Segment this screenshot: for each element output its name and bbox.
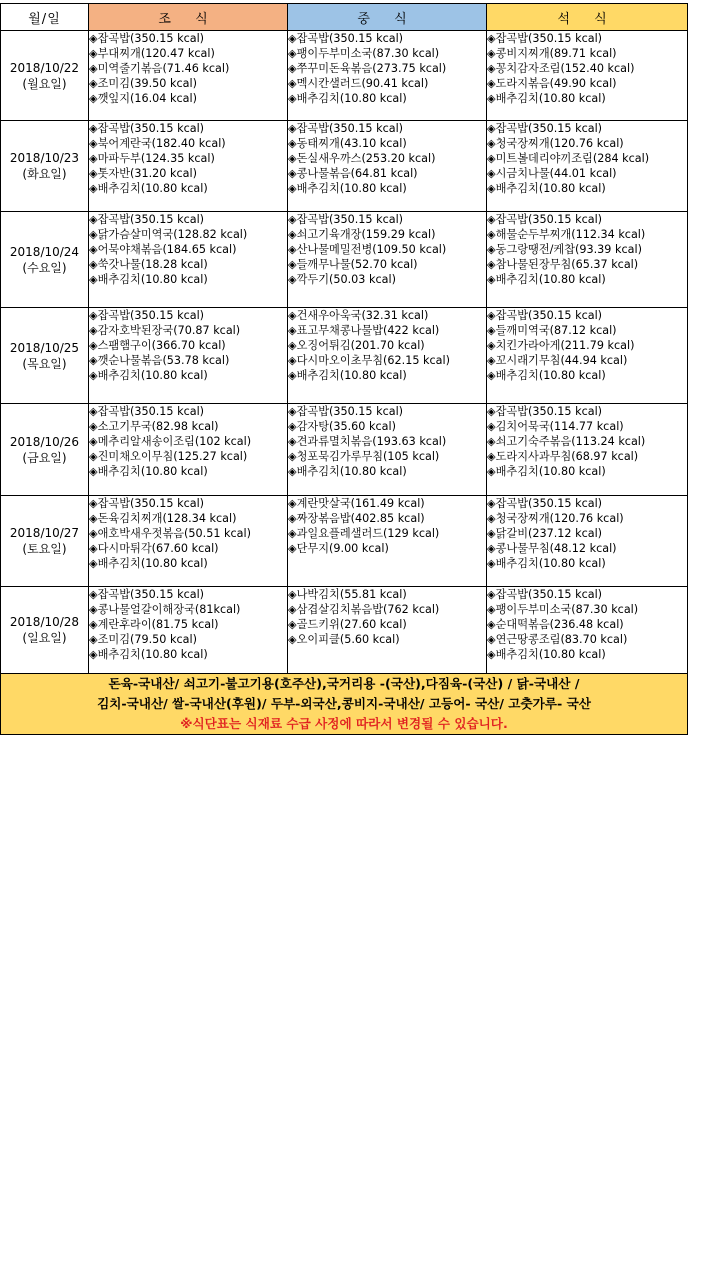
menu-item: ◈북어계란국(182.40 kcal) (89, 137, 226, 150)
menu-item: ◈배추김치(10.80 kcal) (288, 92, 407, 105)
menu-item: ◈표고무채콩나물밥(422 kcal) (288, 324, 440, 337)
lunch-cell (288, 404, 487, 496)
dinner-cell (487, 31, 688, 121)
menu-item: ◈산나물메밀전병(109.50 kcal) (288, 243, 447, 256)
dinner-cell (487, 121, 688, 212)
weekday-text: (목요일) (22, 356, 67, 371)
weekday-text: (토요일) (22, 542, 67, 556)
menu-item: ◈배추김치(10.80 kcal) (288, 369, 407, 382)
menu-item: ◈쇠고기육개장(159.29 kcal) (288, 228, 436, 241)
breakfast-cell (89, 587, 288, 674)
menu-item: ◈들깨무나물(52.70 kcal) (288, 258, 418, 271)
lunch-cell (288, 308, 487, 404)
lunch-cell (288, 496, 487, 587)
origin-note-line: 돈육-국내산/ 쇠고기-불고기용(호주산),국거리용 -(국산),다짐육-(국산) / 닭-국내산 / (108, 676, 580, 691)
dinner-column-header: 석 식 (487, 4, 688, 31)
menu-item: ◈잡곡밥(350.15 kcal) (487, 405, 603, 418)
menu-item: ◈배추김치(10.80 kcal) (487, 465, 606, 478)
menu-item: ◈소고기무국(82.98 kcal) (89, 420, 219, 433)
menu-item: ◈배추김치(10.80 kcal) (487, 182, 606, 195)
breakfast-cell (89, 308, 288, 404)
menu-item: ◈다시마오이초무침(62.15 kcal) (288, 354, 450, 367)
date-text: 2018/10/27 (9, 526, 80, 540)
date-cell (1, 31, 89, 121)
menu-item: ◈잡곡밥(350.15 kcal) (89, 213, 205, 226)
menu-item: ◈치킨가라아게(211.79 kcal) (487, 339, 635, 352)
menu-item: ◈잡곡밥(350.15 kcal) (487, 32, 603, 45)
menu-item: ◈조미김(79.50 kcal) (89, 633, 197, 646)
menu-item: ◈청국장찌개(120.76 kcal) (487, 512, 624, 525)
menu-item: ◈깻순나물볶음(53.78 kcal) (89, 354, 230, 367)
date-text: 2018/10/24 (9, 244, 80, 259)
weekday-text: (화요일) (22, 167, 67, 181)
header-row (1, 4, 688, 31)
weekday-text: (월요일) (22, 76, 67, 91)
menu-item: ◈톳자반(31.20 kcal) (89, 167, 197, 180)
menu-item: ◈들깨미역국(87.12 kcal) (487, 324, 617, 337)
origin-notes (1, 674, 688, 735)
menu-item: ◈도라지볶음(49.90 kcal) (487, 77, 617, 90)
menu-item: ◈깍두기(50.03 kcal) (288, 273, 396, 286)
menu-item: ◈청포묵김가루무침(105 kcal) (288, 450, 440, 463)
menu-item: ◈배추김치(10.80 kcal) (89, 273, 208, 286)
day-row-sun (1, 587, 688, 674)
menu-item: ◈김치어묵국(114.77 kcal) (487, 420, 624, 433)
weekday-text: (일요일) (22, 631, 67, 645)
dinner-cell (487, 587, 688, 674)
menu-item: ◈미역줄기볶음(71.46 kcal) (89, 62, 230, 75)
date-cell (1, 587, 89, 674)
menu-item: ◈배추김치(10.80 kcal) (89, 648, 208, 661)
lunch-column-header: 중 식 (288, 4, 487, 31)
date-text: 2018/10/23 (9, 151, 80, 165)
change-warning: ※식단표는 식재료 수급 사정에 따라서 변경될 수 있습니다. (180, 716, 508, 731)
dinner-cell (487, 308, 688, 404)
menu-item: ◈배추김치(10.80 kcal) (288, 465, 407, 478)
menu-item: ◈배추김치(10.80 kcal) (89, 182, 208, 195)
day-row-fri (1, 404, 688, 496)
menu-body (1, 31, 688, 735)
menu-item: ◈건새우아욱국(32.31 kcal) (288, 309, 429, 322)
menu-item: ◈쑥갓나물(18.28 kcal) (89, 258, 208, 271)
menu-item: ◈배추김치(10.80 kcal) (89, 465, 208, 478)
meal-menu-table (0, 3, 688, 735)
menu-item: ◈돈실새우까스(253.20 kcal) (288, 152, 436, 165)
menu-item: ◈잡곡밥(350.15 kcal) (288, 32, 404, 45)
menu-item: ◈오이피클(5.60 kcal) (288, 633, 400, 646)
day-row-wed (1, 212, 688, 308)
menu-item: ◈다시마튀각(67.60 kcal) (89, 542, 219, 555)
menu-item: ◈골드키위(27.60 kcal) (288, 618, 407, 631)
origin-note-line: 김치-국내산/ 쌀-국내산(후원)/ 두부-외국산,콩비지-국내산/ 고등어- 국산/ 고춧가루- 국산 (97, 696, 591, 711)
day-row-tue (1, 121, 688, 212)
notes-row (1, 674, 688, 735)
date-cell (1, 308, 89, 404)
menu-item: ◈잡곡밥(350.15 kcal) (288, 122, 404, 135)
menu-item: ◈잡곡밥(350.15 kcal) (487, 213, 603, 226)
date-text: 2018/10/22 (9, 60, 80, 75)
menu-item: ◈잡곡밥(350.15 kcal) (487, 588, 603, 601)
menu-item: ◈배추김치(10.80 kcal) (288, 182, 407, 195)
menu-item: ◈배추김치(10.80 kcal) (487, 557, 606, 570)
menu-item: ◈배추김치(10.80 kcal) (487, 648, 606, 661)
menu-item: ◈단무지(9.00 kcal) (288, 542, 389, 555)
breakfast-column-header: 조 식 (89, 4, 288, 31)
menu-item: ◈쇠고기숙주볶음(113.24 kcal) (487, 435, 646, 448)
menu-item: ◈청국장찌개(120.76 kcal) (487, 137, 624, 150)
lunch-cell (288, 587, 487, 674)
date-cell (1, 496, 89, 587)
menu-item: ◈어묵야채볶음(184.65 kcal) (89, 243, 237, 256)
menu-item: ◈잡곡밥(350.15 kcal) (89, 405, 205, 418)
menu-item: ◈나박김치(55.81 kcal) (288, 588, 407, 601)
menu-item: ◈시금치나물(44.01 kcal) (487, 167, 617, 180)
menu-item: ◈마파두부(124.35 kcal) (89, 152, 215, 165)
lunch-cell (288, 121, 487, 212)
menu-item: ◈깻잎지(16.04 kcal) (89, 92, 197, 105)
breakfast-cell (89, 31, 288, 121)
menu-item: ◈동태찌개(43.10 kcal) (288, 137, 407, 150)
menu-item: ◈스팸햄구이(366.70 kcal) (89, 339, 226, 352)
breakfast-cell (89, 404, 288, 496)
menu-item: ◈쭈꾸미돈육볶음(273.75 kcal) (288, 62, 447, 75)
breakfast-cell (89, 121, 288, 212)
date-column-header: 월/일 (1, 4, 89, 31)
menu-item: ◈잡곡밥(350.15 kcal) (487, 309, 603, 322)
menu-item: ◈잡곡밥(350.15 kcal) (89, 309, 205, 322)
menu-item: ◈연근땅콩조림(83.70 kcal) (487, 633, 628, 646)
menu-item: ◈배추김치(10.80 kcal) (487, 92, 606, 105)
menu-item: ◈감자호박된장국(70.87 kcal) (89, 324, 241, 337)
menu-item: ◈짜장볶음밥(402.85 kcal) (288, 512, 425, 525)
menu-item: ◈부대찌개(120.47 kcal) (89, 47, 215, 60)
menu-item: ◈꽁치감자조림(152.40 kcal) (487, 62, 635, 75)
menu-item: ◈배추김치(10.80 kcal) (89, 369, 208, 382)
weekday-text: (수요일) (22, 260, 67, 275)
menu-item: ◈콩비지찌개(89.71 kcal) (487, 47, 617, 60)
day-row-sat (1, 496, 688, 587)
menu-item: ◈돈육김치찌개(128.34 kcal) (89, 512, 237, 525)
menu-item: ◈감자탕(35.60 kcal) (288, 420, 396, 433)
menu-item: ◈조미김(39.50 kcal) (89, 77, 197, 90)
menu-item: ◈견과류멸치볶음(193.63 kcal) (288, 435, 447, 448)
menu-item: ◈배추김치(10.80 kcal) (487, 369, 606, 382)
menu-item: ◈삼겹살김치볶음밥(762 kcal) (288, 603, 440, 616)
date-cell (1, 212, 89, 308)
menu-item: ◈닭가슴살미역국(128.82 kcal) (89, 228, 248, 241)
menu-item: ◈진미채오이무침(125.27 kcal) (89, 450, 248, 463)
date-cell (1, 404, 89, 496)
menu-item: ◈배추김치(10.80 kcal) (89, 557, 208, 570)
menu-item: ◈메추리알새송이조림(102 kcal) (89, 435, 252, 448)
dinner-cell (487, 212, 688, 308)
menu-item: ◈계란맛살국(161.49 kcal) (288, 497, 425, 510)
menu-item: ◈꼬시래기무침(44.94 kcal) (487, 354, 628, 367)
menu-item: ◈잡곡밥(350.15 kcal) (288, 405, 404, 418)
breakfast-cell (89, 496, 288, 587)
date-text: 2018/10/25 (9, 340, 80, 355)
menu-item: ◈동그랑땡전/케찹(93.39 kcal) (487, 243, 642, 256)
menu-item: ◈잡곡밥(350.15 kcal) (487, 122, 603, 135)
menu-item: ◈닭갈비(237.12 kcal) (487, 527, 603, 540)
menu-item: ◈잡곡밥(350.15 kcal) (487, 497, 603, 510)
lunch-cell (288, 31, 487, 121)
menu-item: ◈잡곡밥(350.15 kcal) (288, 213, 404, 226)
menu-item: ◈참나물된장무침(65.37 kcal) (487, 258, 639, 271)
day-row-thu (1, 308, 688, 404)
menu-item: ◈배추김치(10.80 kcal) (487, 273, 606, 286)
menu-item: ◈해물순두부찌개(112.34 kcal) (487, 228, 646, 241)
menu-item: ◈잡곡밥(350.15 kcal) (89, 32, 205, 45)
menu-item: ◈과일요플레샐러드(129 kcal) (288, 527, 440, 540)
menu-item: ◈오징어튀김(201.70 kcal) (288, 339, 425, 352)
menu-item: ◈콩나물얼갈이해장국(81kcal) (89, 603, 241, 616)
menu-item: ◈도라지사과무침(68.97 kcal) (487, 450, 639, 463)
menu-item: ◈계란후라이(81.75 kcal) (89, 618, 219, 631)
dinner-cell (487, 404, 688, 496)
date-text: 2018/10/28 (9, 615, 80, 629)
lunch-cell (288, 212, 487, 308)
menu-item: ◈순대떡볶음(236.48 kcal) (487, 618, 624, 631)
menu-item: ◈팽이두부미소국(87.30 kcal) (487, 603, 639, 616)
menu-item: ◈미트볼데리야끼조림(284 kcal) (487, 152, 650, 165)
menu-item: ◈잡곡밥(350.15 kcal) (89, 122, 205, 135)
date-text: 2018/10/26 (9, 434, 80, 449)
dinner-cell (487, 496, 688, 587)
menu-item: ◈잡곡밥(350.15 kcal) (89, 588, 205, 601)
date-cell (1, 121, 89, 212)
menu-item: ◈콩나물볶음(64.81 kcal) (288, 167, 418, 180)
menu-item: ◈애호박새우젓볶음(50.51 kcal) (89, 527, 251, 540)
menu-item: ◈팽이두부미소국(87.30 kcal) (288, 47, 440, 60)
menu-item: ◈잡곡밥(350.15 kcal) (89, 497, 205, 510)
weekday-text: (금요일) (22, 450, 67, 465)
breakfast-cell (89, 212, 288, 308)
menu-item: ◈멕시칸샐러드(90.41 kcal) (288, 77, 429, 90)
day-row-mon (1, 31, 688, 121)
menu-item: ◈콩나물무침(48.12 kcal) (487, 542, 617, 555)
